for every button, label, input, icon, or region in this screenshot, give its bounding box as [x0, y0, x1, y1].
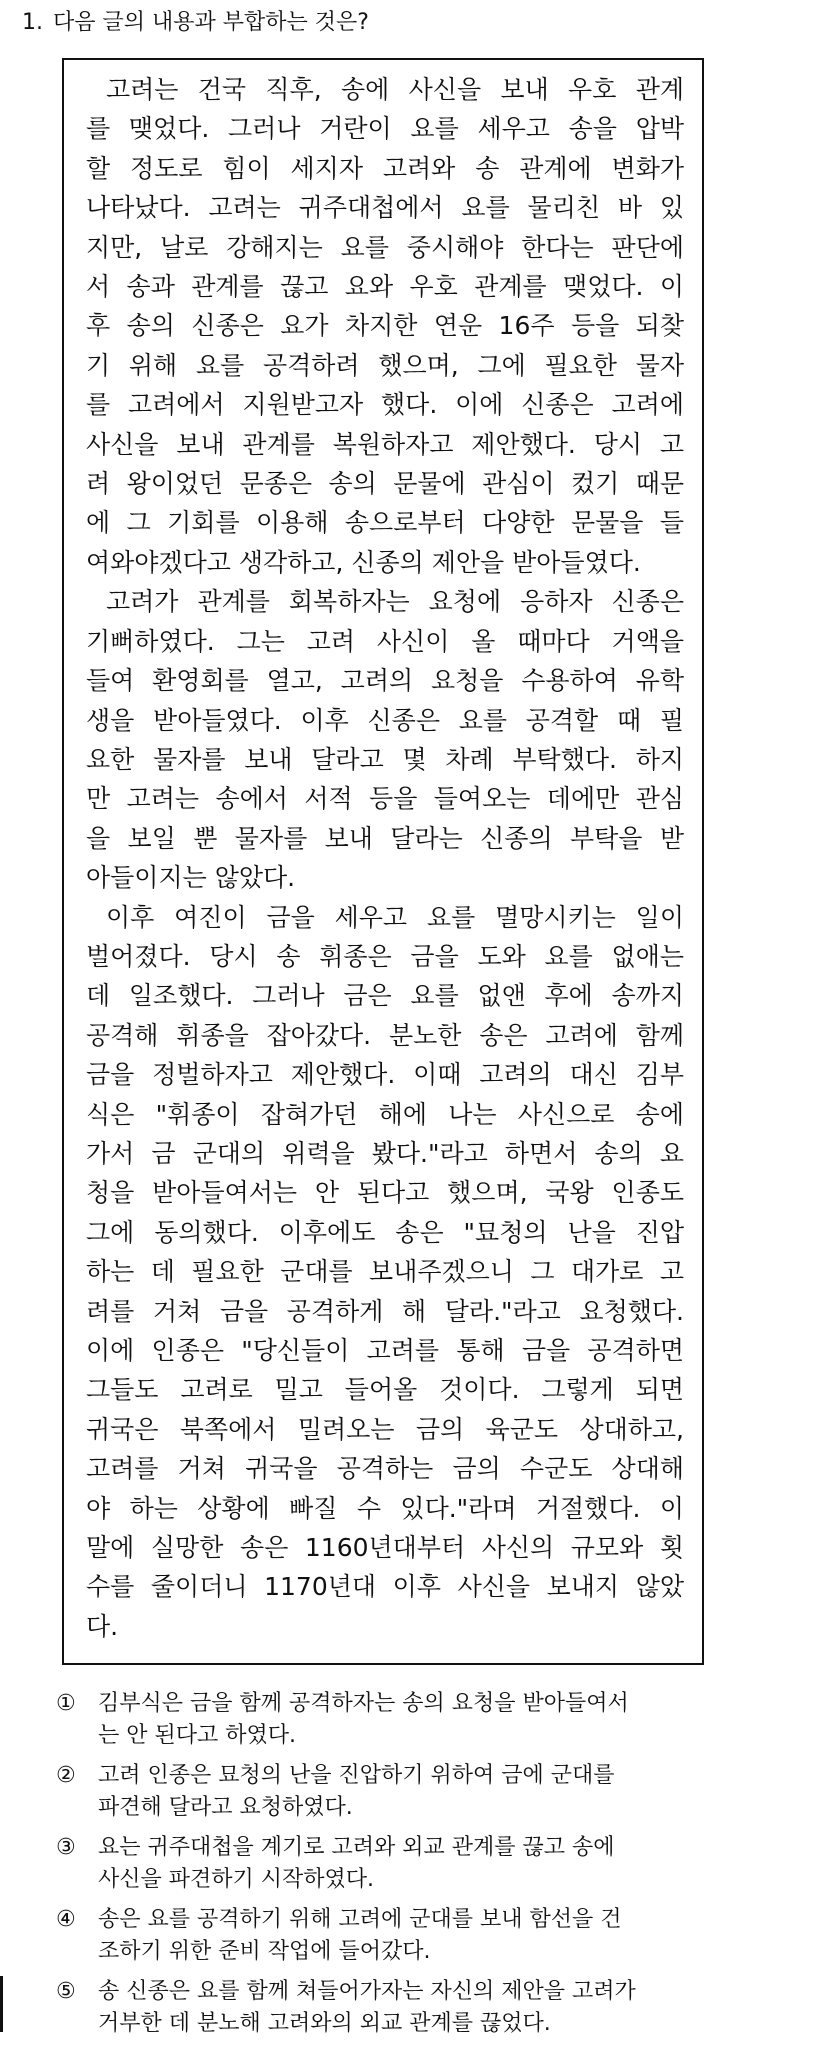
option-marker: ②: [56, 1763, 76, 1788]
passage-line: 그에 동의했다. 이후에도 송은 "묘청의 난을 진압: [86, 1217, 684, 1247]
option-text-line: 송은 요를 공격하기 위해 고려에 군대를 보내 함선을 건: [98, 1907, 622, 1932]
passage-line: 요한 물자를 보내 달라고 몇 차례 부탁했다. 하지: [86, 744, 684, 774]
question-stem: [22, 6, 369, 40]
passage-line: 고려는 건국 직후, 송에 사신을 보내 우호 관계: [106, 75, 684, 104]
passage-line: 기뻐하였다. 그는 고려 사신이 올 때마다 거액을: [86, 626, 684, 656]
option-text-line: 사신을 파견하기 시작하였다.: [98, 1867, 375, 1892]
passage-line: 데 일조했다. 그러나 금은 요를 없앤 후에 송까지: [86, 981, 684, 1011]
passage-line: 지만, 날로 강해지는 요를 중시해야 한다는 판단에: [86, 232, 684, 262]
question-text: 다음 글의 내용과 부합하는 것은?: [53, 10, 369, 35]
passage-box: [62, 58, 704, 1665]
passage-line: 나타났다. 고려는 귀주대첩에서 요를 물리친 바 있: [86, 193, 684, 223]
passage-line: 야 하는 상황에 빠질 수 있다."라며 거절했다. 이: [86, 1493, 684, 1523]
answer-option-2[interactable]: [56, 1760, 776, 1824]
passage-line: 려를 거쳐 금을 공격하게 해 달라."라고 요청했다.: [86, 1296, 684, 1326]
option-marker: ④: [56, 1907, 76, 1932]
option-text-line: 거부한 데 분노해 고려와의 외교 관계를 끊었다.: [98, 2011, 551, 2036]
passage-line: 에 그 기회를 이용해 송으로부터 다양한 문물을 들: [86, 508, 684, 538]
passage-line: 을 보일 뿐 물자를 보내 달라는 신종의 부탁을 받: [86, 823, 684, 853]
option-text-line: 파견해 달라고 요청하였다.: [98, 1795, 353, 1820]
passage-line: 귀국은 북쪽에서 밀려오는 금의 육군도 상대하고,: [86, 1414, 684, 1444]
option-text-line: 송 신종은 요를 함께 쳐들어가자는 자신의 제안을 고려가: [98, 1979, 636, 2004]
answer-option-1[interactable]: [56, 1688, 776, 1752]
passage-line: 를 맺었다. 그러나 거란이 요를 세우고 송을 압박: [86, 114, 684, 144]
passage-line: 서 송과 관계를 끊고 요와 우호 관계를 맺었다. 이: [86, 272, 684, 302]
passage-line: 후 송의 신종은 요가 차지한 연운 16주 등을 되찾: [86, 311, 684, 341]
passage-line: 기 위해 요를 공격하려 했으며, 그에 필요한 물자: [86, 350, 684, 380]
passage-line: 이에 인종은 "당신들이 고려를 통해 금을 공격하면: [86, 1336, 684, 1365]
option-text-line: 요는 귀주대첩을 계기로 고려와 외교 관계를 끊고 송에: [98, 1835, 615, 1860]
option-text-line: 고려 인종은 묘청의 난을 진압하기 위하여 금에 군대를: [98, 1763, 615, 1788]
answer-option-3[interactable]: [56, 1832, 776, 1896]
passage-line: 생을 받아들였다. 이후 신종은 요를 공격할 때 필: [86, 705, 684, 735]
passage-line: 를 고려에서 지원받고자 했다. 이에 신종은 고려에: [86, 390, 684, 420]
passage-line: 가서 금 군대의 위력을 봤다."라고 하면서 송의 요: [86, 1138, 684, 1168]
passage-line: 말에 실망한 송은 1160년대부터 사신의 규모와 횟: [86, 1533, 684, 1563]
passage-line: 할 정도로 힘이 세지자 고려와 송 관계에 변화가: [86, 153, 684, 183]
passage-line: 고려를 거쳐 귀국을 공격하는 금의 수군도 상대해: [86, 1454, 684, 1484]
passage-line: 만 고려는 송에서 서적 등을 들여오는 데에만 관심: [86, 784, 684, 814]
passage-line: 공격해 휘종을 잡아갔다. 분노한 송은 고려에 함께: [86, 1020, 684, 1050]
passage-line: 벌어졌다. 당시 송 휘종은 금을 도와 요를 없애는: [86, 941, 684, 971]
passage-line: 청을 받아들여서는 안 된다고 했으며, 국왕 인종도: [86, 1178, 684, 1208]
answer-option-4[interactable]: [56, 1904, 776, 1968]
passage-line: 수를 줄이더니 1170년대 이후 사신을 보내지 않았: [86, 1572, 684, 1602]
option-text-line: 조하기 위한 준비 작업에 들어갔다.: [98, 1939, 431, 1964]
answer-option-5[interactable]: [56, 1976, 776, 2040]
passage-line: 아들이지는 않았다.: [86, 863, 296, 893]
option-marker: ①: [56, 1691, 76, 1716]
option-text-line: 김부식은 금을 함께 공격하자는 송의 요청을 받아들여서: [98, 1691, 629, 1716]
passage-line: 들여 환영회를 열고, 고려의 요청을 수용하여 유학: [86, 666, 684, 696]
passage-line: 여와야겠다고 생각하고, 신종의 제안을 받아들였다.: [86, 547, 641, 577]
passage-line: 고려가 관계를 회복하자는 요청에 응하자 신종은: [106, 587, 684, 617]
passage-line: 금을 정벌하자고 제안했다. 이때 고려의 대신 김부: [86, 1060, 684, 1090]
option-text-line: 는 안 된다고 하였다.: [98, 1723, 296, 1748]
margin-rule: [0, 1976, 3, 2032]
passage-line: 다.: [86, 1611, 119, 1641]
passage-line: 하는 데 필요한 군대를 보내주겠으니 그 대가로 고: [86, 1257, 684, 1287]
question-number: 1.: [22, 10, 43, 35]
option-marker: ③: [56, 1835, 76, 1860]
option-marker: ⑤: [56, 1979, 76, 2004]
passage-line: 이후 여진이 금을 세우고 요를 멸망시키는 일이: [106, 902, 684, 932]
passage-line: 그들도 고려로 밀고 들어올 것이다. 그렇게 되면: [86, 1375, 684, 1405]
passage-line: 식은 "휘종이 잡혀가던 해에 나는 사신으로 송에: [86, 1099, 684, 1129]
passage-line: 사신을 보내 관계를 복원하자고 제안했다. 당시 고: [86, 429, 684, 459]
answer-options: [56, 1688, 776, 2048]
passage-line: 려 왕이었던 문종은 송의 문물에 관심이 컸기 때문: [86, 469, 684, 499]
